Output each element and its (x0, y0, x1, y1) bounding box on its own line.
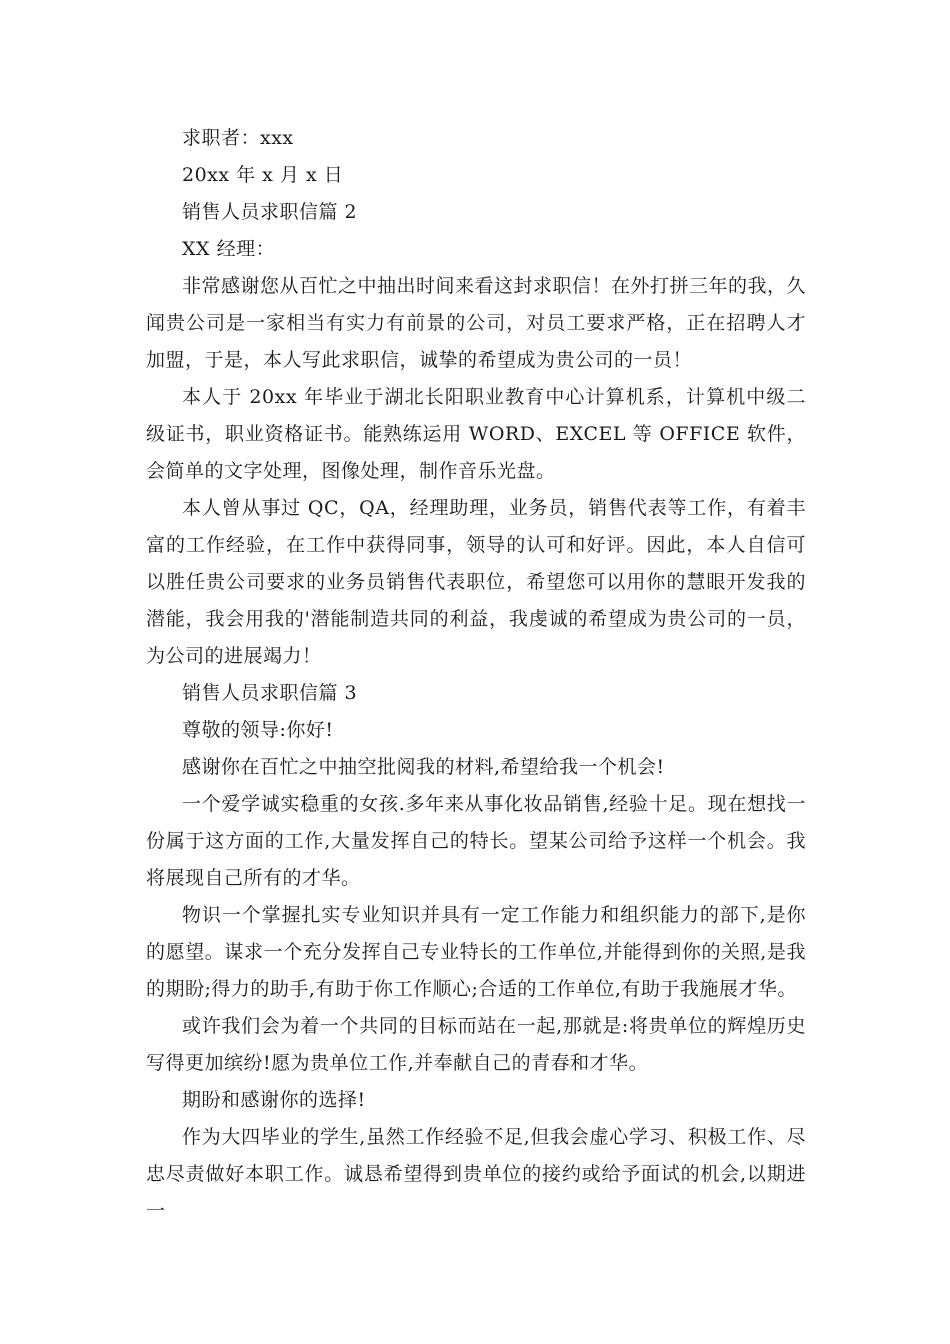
paragraph-wish: 物识一个掌握扎实专业知识并具有一定工作能力和组织能力的部下,是你的愿望。谋求一个充分发挥自己专业特长的工作单位,并能得到你的关照,是我的期盼;得力的助手,有助于你工作顺心;合适的工作单位,有助于我施展才华。 (146, 904, 806, 1000)
paragraph-goal: 或许我们会为着一个共同的目标而站在一起,那就是:将贵单位的辉煌历史写得更加缤纷!愿为贵单位工作,并奉献自己的青春和才华。 (146, 1015, 806, 1074)
paragraph-experience: 本人曾从事过 QC，QA，经理助理，业务员，销售代表等工作，有着丰富的工作经验，在工作中获得同事，领导的认可和好评。因此，本人自信可以胜任贵公司要求的业务员销售代表职位，希望您可以用你的慧眼开发我的潜能，我会用我的'潜能制造共同的利益，我虔诚的希望成为贵公司的一员，为公司的进展竭力！ (146, 497, 806, 667)
document-body (146, 120, 806, 1230)
paragraph-education: 本人于 20xx 年毕业于湖北长阳职业教育中心计算机系，计算机中级二级证书，职业资格证书。能熟练运用 WORD、EXCEL 等 OFFICE 软件，会简单的文字处理，图像处理，制作音乐光盘。 (146, 386, 806, 482)
closing-line: 期盼和感谢你的选择! (182, 1089, 366, 1111)
section-title-3: 销售人员求职信篇 3 (182, 682, 358, 704)
paragraph-graduate: 作为大四毕业的学生,虽然工作经验不足,但我会虚心学习、积极工作、尽忠尽责做好本职工作。诚恳希望得到贵单位的接约或给予面试的机会,以期进一 (146, 1126, 806, 1222)
section-title-2: 销售人员求职信篇 2 (182, 201, 358, 223)
paragraph-thanks: 非常感谢您从百忙之中抽出时间来看这封求职信！在外打拼三年的我，久闻贵公司是一家相当有实力有前景的公司，对员工要求严格，正在招聘人才加盟，于是，本人写此求职信，诚挚的希望成为贵公司的一员！ (146, 275, 807, 371)
salutation-leader: 尊敬的领导:你好! (182, 719, 334, 741)
salutation-manager: XX 经理： (182, 238, 276, 260)
date-line: 20xx 年 x 月 x 日 (182, 164, 344, 186)
thanks-line: 感谢你在百忙之中抽空批阅我的材料,希望给我一个机会! (182, 756, 665, 778)
paragraph-introduction: 一个爱学诚实稳重的女孩.多年来从事化妆品销售,经验十足。现在想找一份属于这方面的工作,大量发挥自己的特长。望某公司给予这样一个机会。我将展现自己所有的才华。 (146, 793, 806, 889)
applicant-line: 求职者：xxx (182, 127, 294, 149)
